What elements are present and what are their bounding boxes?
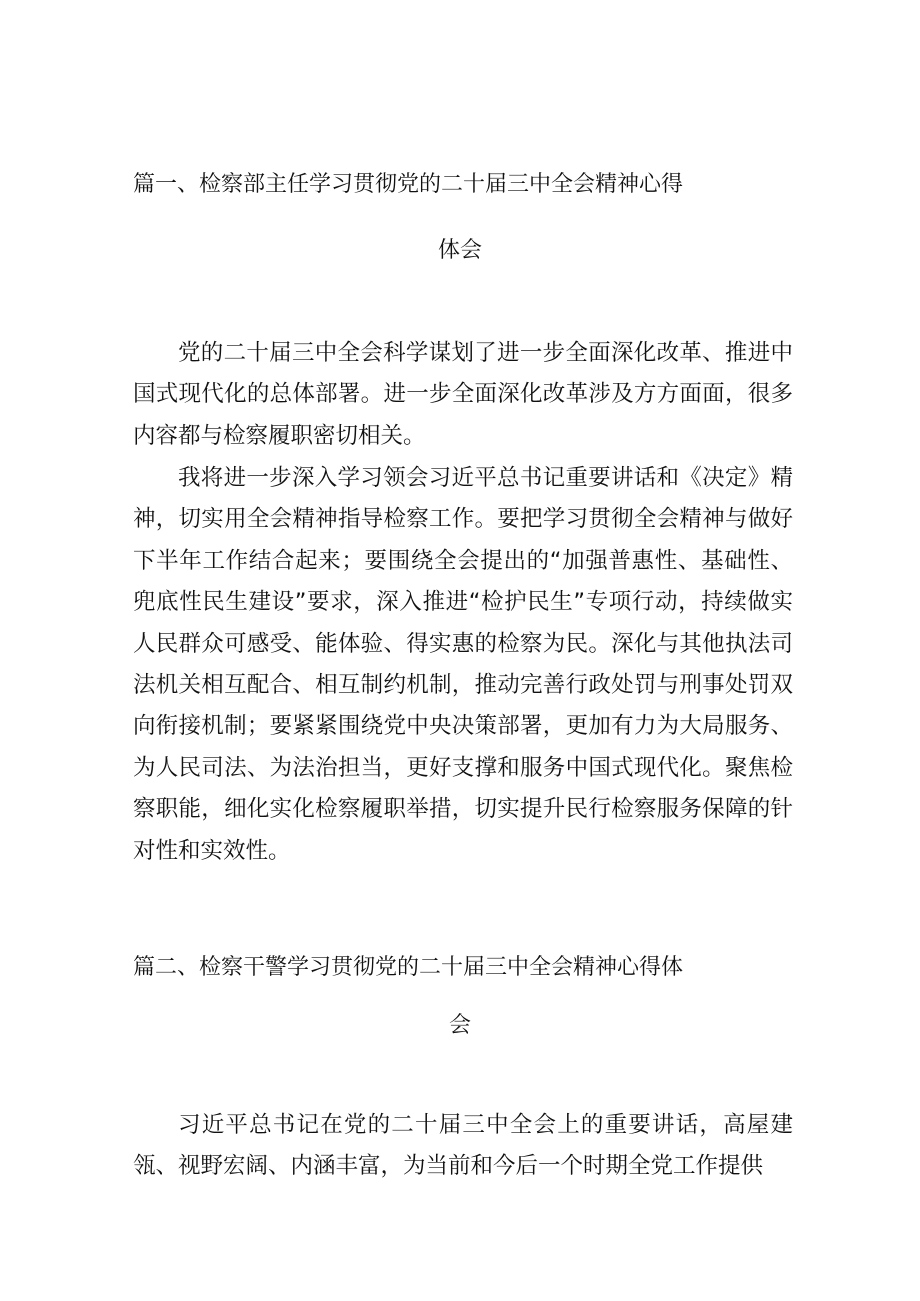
article2-title-line1: 篇二、检察干警学习贯彻党的二十届三中全会精神心得体 (133, 955, 684, 980)
article2-paragraph-1: 习近平总书记在党的二十届三中全会上的重要讲话，高屋建瓴、视野宏阔、内涵丰富，为当前和今后一个时期全党工作提供 (133, 1112, 793, 1180)
article1-paragraph-1: 党的二十届三中全会科学谋划了进一步全面深化改革、推进中国式现代化的总体部署。进一步全面深化改革涉及方方面面，很多内容都与检察履职密切相关。 (133, 340, 793, 449)
article1-title-line2: 体会 (437, 238, 482, 263)
article1-paragraph-2: 我将进一步深入学习领会习近平总书记重要讲话和《决定》精神，切实用全会精神指导检察工作。要把学习贯彻全会精神与做好下半年工作结合起来；要围绕全会提出的“加强普惠性、基础性、兜底性民生建设”要求，深入推进“检护民生”专项行动，持续做实人民群众可感受、能体验、得实惠的检察为民。深化与其他执法司法机关相互配合、相互制约机制，推动完善行政处罚与刑事处罚双向衔接机制；要紧紧围绕党中央决策部署，更加有力为大局服务、为人民司法、为法治担当，更好支撑和服务中国式现代化。聚焦检察职能，细化实化检察履职举措，切实提升民行检察服务保障的针对性和实效性。 (133, 465, 793, 864)
article2-title-line2: 会 (448, 1013, 471, 1038)
article1-title-line1: 篇一、检察部主任学习贯彻党的二十届三中全会精神心得 (133, 172, 684, 197)
